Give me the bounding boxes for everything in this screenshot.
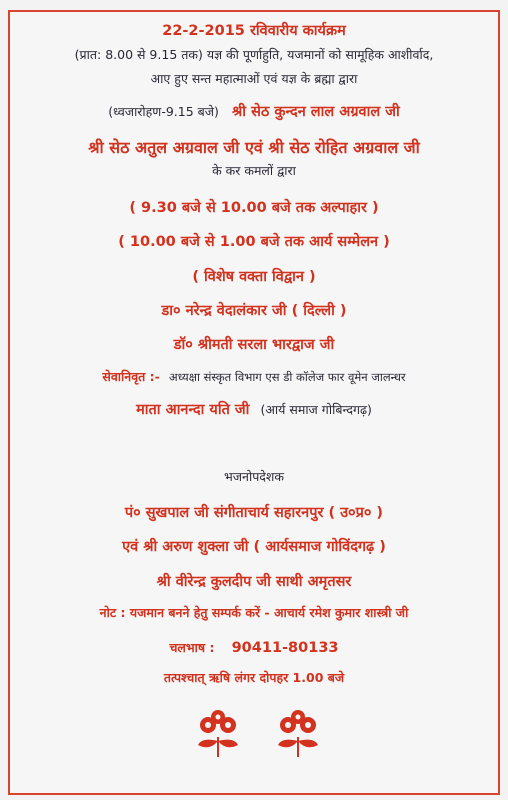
flag-hoisting-row (10, 101, 498, 121)
speaker-2: डॉ० श्रीमती सरला भारद्वाज जी (173, 337, 335, 353)
morning-line-1: (प्रात: 8.00 से 9.15 तक) यज्ञ की पूर्णाहुति, यजमानों को सामूहिक आशीर्वाद, (74, 47, 434, 62)
hosts: श्री सेठ अतुल अग्रवाल जी एवं श्री सेठ रोहित अग्रवाल जी (88, 138, 420, 157)
phone-row (10, 637, 498, 656)
breakfast-time: ( 9.30 बजे से 10.00 बजे तक अल्पाहार ) (129, 200, 379, 216)
lunch: तत्पश्चात् ऋषि लंगर दोपहर 1.00 बजे (163, 670, 345, 685)
singer-2: एवं श्री अरुण शुक्ला जी ( आर्यसमाज गोविंदगढ़ ) (122, 539, 386, 555)
flag-person: श्री सेठ कुन्दन लाल अग्रवाल जी (232, 104, 400, 120)
date-title: 22-2-2015 रविवारीय कार्यक्रम (162, 23, 346, 39)
morning-line-2: आए हुए सन्त महात्माओं एवं यज्ञ के ब्रह्मा द्वारा (150, 71, 358, 86)
by-hands: के कर कमलों द्वारा (212, 163, 296, 178)
retired-row (10, 366, 498, 385)
phone-label: चलभाष : (169, 640, 215, 655)
phone-number: 90411-80133 (231, 640, 339, 656)
mata-name: माता आनन्दा यति जी (136, 402, 250, 418)
conference-time: ( 10.00 बजे से 1.00 बजे तक आर्य सम्मेलन ) (118, 234, 390, 250)
singer-3: श्री वीरेन्द्र कुलदीप जी साथी अमृतसर (156, 574, 352, 590)
mata-place: (आर्य समाज गोबिन्दगढ़) (260, 402, 372, 417)
singer-1: पं० सुखपाल जी संगीताचार्य सहारनपुर ( उ०प्र० ) (124, 505, 384, 521)
bhajan-heading: भजनोपदेशक (223, 469, 285, 484)
invitation-card (8, 10, 500, 795)
flag-time: (ध्वजारोहण-9.15 बजे) (108, 104, 219, 119)
retired-detail: अध्यक्षा संस्कृत विभाग एस डी कॉलेज फार वूमेन जालन्धर (168, 370, 406, 384)
note: नोट : यजमान बनने हेतु सम्पर्क करें - आचार्य रमेश कुमार शास्त्री जी (99, 605, 409, 620)
rose-bouquet-icon (270, 707, 326, 759)
special-speaker-heading: ( विशेष वक्ता विद्वान ) (192, 269, 316, 285)
retired-label: सेवानिवृत :- (102, 369, 160, 384)
speaker-1: डा० नरेन्द्र वेदालंकार जी ( दिल्ली ) (161, 303, 347, 319)
mata-row (10, 399, 498, 419)
rose-bouquet-icon (190, 707, 246, 759)
